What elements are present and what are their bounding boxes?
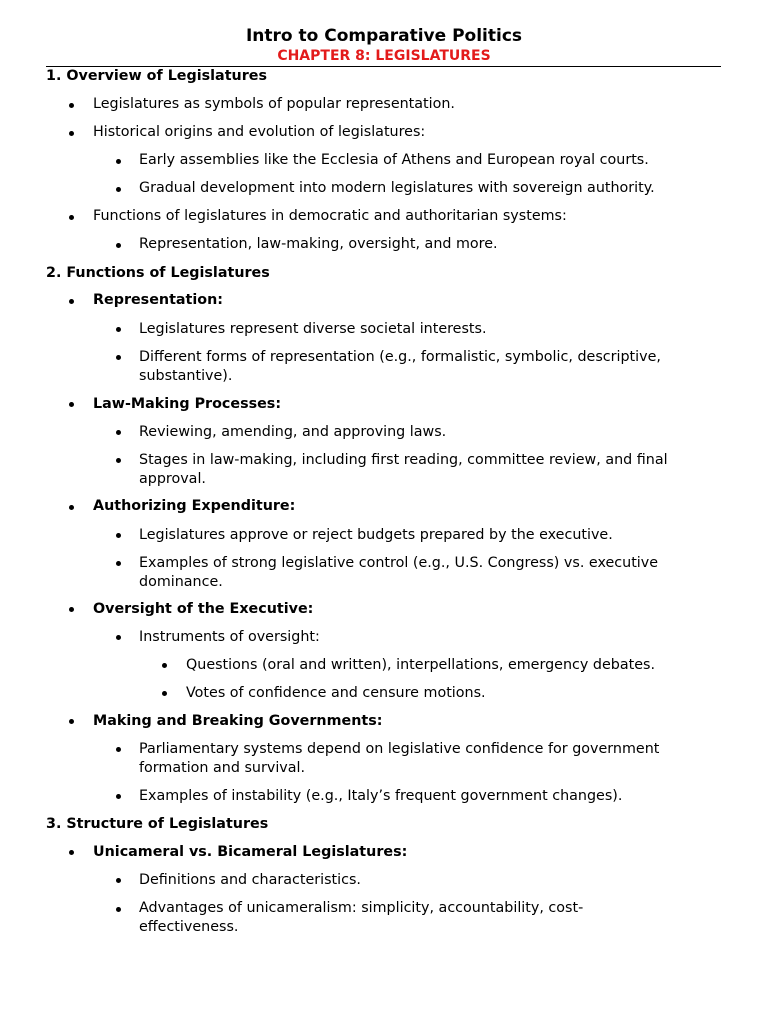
chapter-subtitle: CHAPTER 8: LEGISLATURES xyxy=(277,48,491,64)
bullet-icon xyxy=(69,402,74,407)
subsection-heading: Oversight of the Executive: xyxy=(93,601,314,617)
bullet-icon xyxy=(116,561,121,566)
list-item: Legislatures approve or reject budgets prepared by the executive. xyxy=(139,527,613,543)
list-item: Examples of strong legislative control (e.g., U.S. Congress) vs. executive dominance. xyxy=(139,555,659,590)
bullet-icon xyxy=(69,215,74,220)
list-item: Stages in law-making, including first reading, committee review, and final approval. xyxy=(139,452,668,487)
bullet-icon xyxy=(116,187,121,192)
list-item: Votes of confidence and censure motions. xyxy=(186,685,486,701)
bullet-icon xyxy=(116,533,121,538)
bullet-icon xyxy=(69,850,74,855)
bullet-icon xyxy=(69,131,74,136)
list-item: Instruments of oversight: xyxy=(139,629,320,645)
bullet-icon xyxy=(69,607,74,612)
bullet-icon xyxy=(162,663,167,668)
section-heading: 2. Functions of Legislatures xyxy=(46,265,270,281)
list-item: Legislatures as symbols of popular representation. xyxy=(93,96,455,112)
bullet-icon xyxy=(116,907,121,912)
bullet-icon xyxy=(116,747,121,752)
section-heading: 3. Structure of Legislatures xyxy=(46,816,269,832)
list-item: Advantages of unicameralism: simplicity, accountability, cost-effectiveness. xyxy=(139,900,584,935)
list-item: Representation, law-making, oversight, and more. xyxy=(139,236,498,252)
bullet-icon xyxy=(69,505,74,510)
subsection-heading: Law-Making Processes: xyxy=(93,396,282,412)
section-heading: 1. Overview of Legislatures xyxy=(46,68,267,84)
bullet-icon xyxy=(69,299,74,304)
list-item: Legislatures represent diverse societal interests. xyxy=(139,321,487,337)
subsection-heading: Making and Breaking Governments: xyxy=(93,713,383,729)
list-item: Early assemblies like the Ecclesia of Athens and European royal courts. xyxy=(139,152,649,168)
subsection-heading: Representation: xyxy=(93,292,224,308)
list-item: Gradual development into modern legislatures with sovereign authority. xyxy=(139,180,655,196)
bullet-icon xyxy=(69,719,74,724)
bullet-icon xyxy=(69,103,74,108)
list-item: Reviewing, amending, and approving laws. xyxy=(139,424,447,440)
list-item: Different forms of representation (e.g., formalistic, symbolic, descriptive, substantive). xyxy=(139,349,661,384)
subsection-heading: Unicameral vs. Bicameral Legislatures: xyxy=(93,844,408,860)
bullet-icon xyxy=(162,691,167,696)
list-item: Questions (oral and written), interpellations, emergency debates. xyxy=(186,657,655,673)
bullet-icon xyxy=(116,635,121,640)
subsection-heading: Authorizing Expenditure: xyxy=(93,498,296,514)
list-item: Parliamentary systems depend on legislative confidence for government formation and survival. xyxy=(139,741,660,776)
bullet-icon xyxy=(116,243,121,248)
list-item: Functions of legislatures in democratic and authoritarian systems: xyxy=(93,208,567,224)
bullet-icon xyxy=(116,458,121,463)
list-item: Definitions and characteristics. xyxy=(139,872,361,888)
bullet-icon xyxy=(116,878,121,883)
bullet-icon xyxy=(116,430,121,435)
bullet-icon xyxy=(116,159,121,164)
document-title: Intro to Comparative Politics xyxy=(245,26,523,46)
list-item: Examples of instability (e.g., Italy’s frequent government changes). xyxy=(139,788,623,804)
bullet-icon xyxy=(116,794,121,799)
bullet-icon xyxy=(116,355,121,360)
bullet-icon xyxy=(116,327,121,332)
list-item: Historical origins and evolution of legislatures: xyxy=(93,124,426,140)
